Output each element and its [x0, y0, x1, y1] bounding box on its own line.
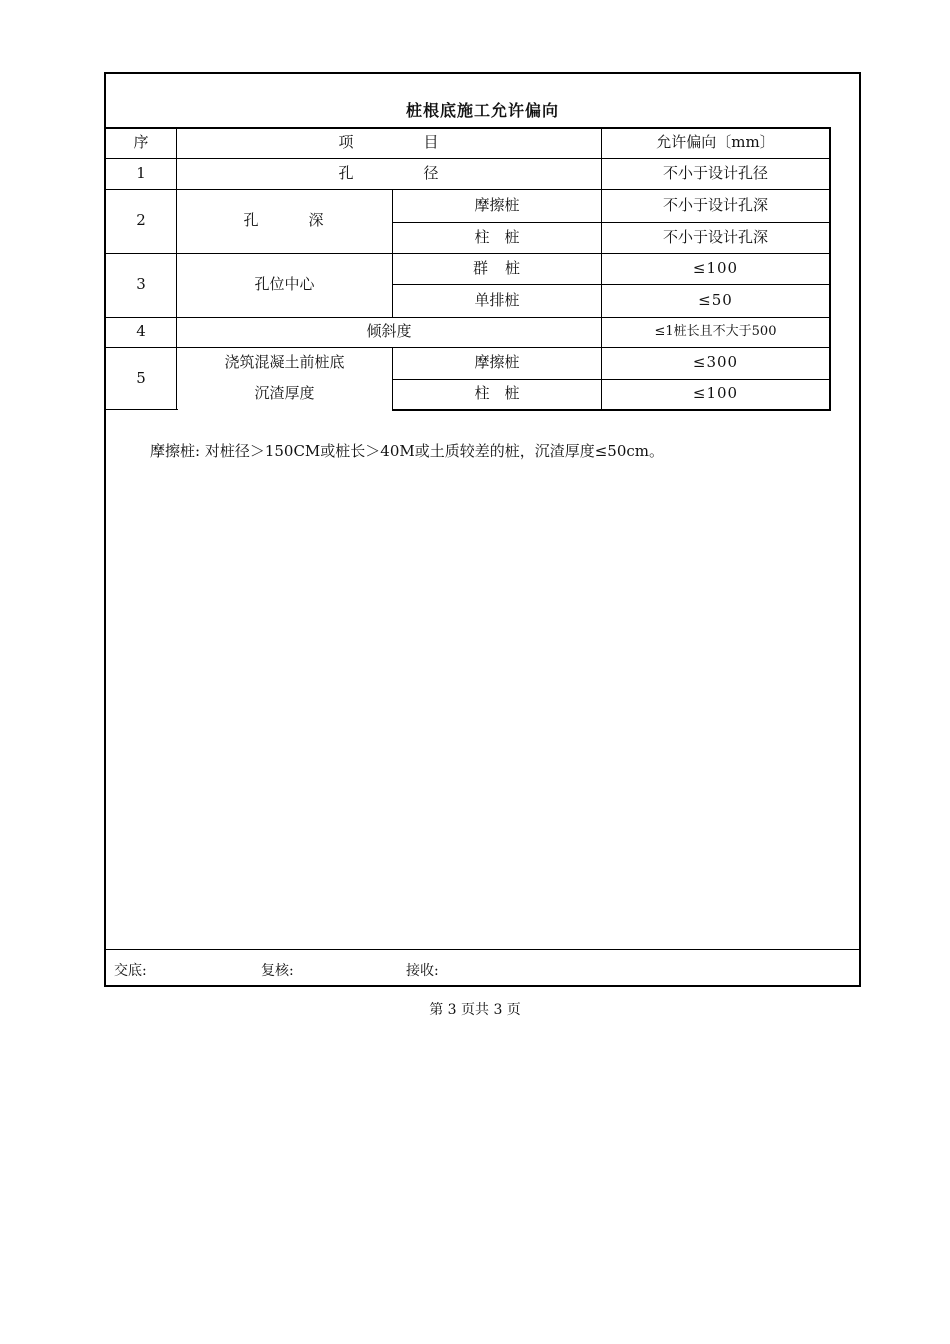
row1-item-a: 孔 — [338, 163, 354, 182]
friction-pile-note: 摩擦桩: 对桩径＞150CM或桩长＞40M或土质较差的桩，沉渣厚度≤50cm。 — [150, 442, 665, 460]
row5-sub1-label: 摩擦桩 — [474, 353, 520, 372]
signature-divider — [104, 949, 861, 950]
header-seq: 序 — [133, 132, 149, 151]
row1-deviation: 不小于设计孔径 — [662, 163, 768, 182]
row5-sub2-deviation: ≤100 — [692, 384, 739, 403]
row2-sub1-deviation: 不小于设计孔深 — [662, 195, 768, 214]
row3-item: 孔位中心 — [254, 275, 315, 294]
row3-sub2-deviation: ≤50 — [698, 290, 733, 309]
row2-item-b: 深 — [308, 211, 324, 230]
row3-sub1-deviation: ≤100 — [692, 258, 739, 277]
row2-sub2-deviation: 不小于设计孔深 — [662, 227, 768, 246]
row1-seq: 1 — [136, 163, 146, 182]
row2-sub2-label: 柱 桩 — [474, 227, 520, 246]
row3-seq: 3 — [136, 275, 146, 294]
row3-sub1-label: 群 桩 — [472, 258, 521, 277]
review-label: 复核: — [261, 963, 294, 979]
row2-item-a: 孔 — [243, 211, 259, 230]
row4-seq: 4 — [136, 322, 146, 341]
row3-sub2-label: 单排桩 — [474, 290, 520, 309]
page-number: 第 3 页共 3 页 — [429, 1002, 521, 1018]
header-item-b: 目 — [423, 132, 439, 151]
row5-item-line1: 浇筑混凝土前桩底 — [224, 353, 345, 372]
row4-item: 倾斜度 — [366, 322, 412, 341]
row2-seq: 2 — [136, 211, 146, 230]
row1-item-b: 径 — [423, 163, 439, 182]
row2-sub1-label: 摩擦桩 — [474, 195, 520, 214]
deviation-table — [106, 127, 831, 411]
row5-seq: 5 — [136, 369, 146, 388]
handover-label: 交底: — [114, 963, 147, 979]
row5-item-line2: 沉渣厚度 — [254, 384, 315, 403]
row4-deviation: ≤1桩长且不大于500 — [654, 323, 777, 339]
row5-sub2-label: 柱 桩 — [474, 384, 520, 403]
header-deviation: 允许偏向〔mm〕 — [656, 132, 775, 151]
header-item-a: 项 — [338, 132, 354, 151]
row5-sub1-deviation: ≤300 — [692, 353, 739, 372]
table-title: 桩根底施工允许偏向 — [405, 101, 559, 120]
receive-label: 接收: — [406, 963, 439, 979]
